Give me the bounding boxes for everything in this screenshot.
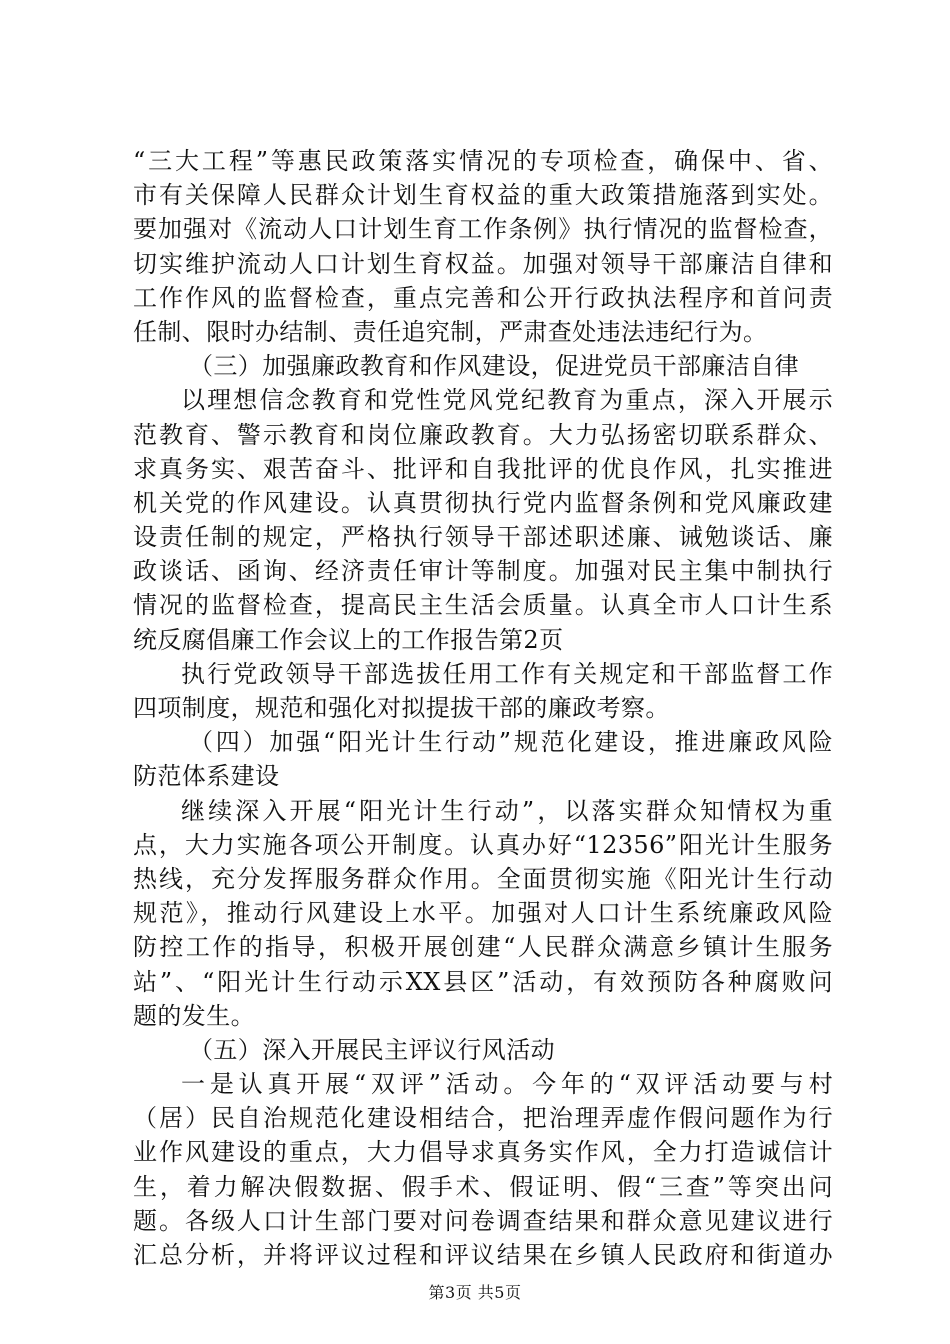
body-line: 市有关保障人民群众计划生育权益的重大政策措施落到实处。 (133, 181, 833, 210)
page-number-footer: 第3页 共5页 (428, 1283, 522, 1302)
body-line: 要加强对《流动人口计划生育工作条例》执行情况的监督检查， (133, 215, 833, 244)
body-line: 题的发生。 (133, 1001, 255, 1030)
body-line: 范教育、警示教育和岗位廉政教育。大力弘扬密切联系群众、 (133, 420, 833, 449)
body-line: 题。各级人口计生部门要对问卷调查结果和群众意见建议进行 (133, 1206, 833, 1235)
body-line: 政谈话、函询、经济责任审计等制度。加强对民主集中制执行 (133, 557, 833, 586)
body-line: 生，着力解决假数据、假手术、假证明、假“三查”等突出问 (133, 1172, 833, 1201)
section-heading: （五）深入开展民主评议行风活动 (189, 1035, 555, 1064)
body-line: 工作作风的监督检查，重点完善和公开行政执法程序和首问责 (133, 283, 833, 312)
body-line: 一是认真开展“双评”活动。今年的“双评活动要与村 (181, 1070, 833, 1099)
document-body (133, 144, 833, 1272)
body-line: 四项制度，规范和强化对拟提拔干部的廉政考察。 (133, 694, 670, 722)
body-line: 切实维护流动人口计划生育权益。加强对领导干部廉洁自律和 (133, 249, 833, 278)
body-line: 执行党政领导干部选拔任用工作有关规定和干部监督工作 (181, 659, 833, 688)
body-line: （居）民自治规范化建设相结合，把治理弄虚作假问题作为行 (133, 1104, 833, 1133)
section-heading: 防范体系建设 (133, 762, 280, 791)
body-line: 统反腐倡廉工作会议上的工作报告第2页 (133, 625, 564, 654)
body-line: 求真务实、艰苦奋斗、批评和自我批评的优良作风，扎实推进 (133, 454, 833, 483)
body-line: 继续深入开展“阳光计生行动”，以落实群众知情权为重 (181, 796, 833, 825)
section-heading: （四）加强“阳光计生行动”规范化建设，推进廉政风险 (189, 728, 833, 757)
body-line: “三大工程”等惠民政策落实情况的专项检查，确保中、省、 (133, 147, 833, 175)
body-line: 情况的监督检查，提高民主生活会质量。认真全市人口计生系 (133, 591, 833, 620)
body-line: 热线，充分发挥服务群众作用。全面贯彻实施《阳光计生行动 (133, 864, 833, 893)
body-line: 任制、限时办结制、责任追究制，严肃查处违法违纪行为。 (133, 317, 768, 346)
body-line: 以理想信念教育和党性党风党纪教育为重点，深入开展示 (181, 386, 833, 415)
section-heading: （三）加强廉政教育和作风建设，促进党员干部廉洁自律 (189, 352, 799, 381)
body-line: 设责任制的规定，严格执行领导干部述职述廉、诫勉谈话、廉 (133, 523, 833, 552)
body-line: 汇总分析，并将评议过程和评议结果在乡镇人民政府和街道办 (133, 1241, 833, 1269)
body-line: 业作风建设的重点，大力倡导求真务实作风，全力打造诚信计 (133, 1138, 833, 1167)
body-line: 站”、“阳光计生行动示XX县区”活动，有效预防各种腐败问 (133, 967, 833, 996)
body-line: 点，大力实施各项公开制度。认真办好“12356”阳光计生服务 (133, 830, 833, 859)
body-line: 机关党的作风建设。认真贯彻执行党内监督条例和党风廉政建 (133, 488, 833, 517)
body-line: 规范》，推动行风建设上水平。加强对人口计生系统廉政风险 (133, 899, 833, 928)
body-line: 防控工作的指导，积极开展创建“人民群众满意乡镇计生服务 (133, 933, 833, 962)
